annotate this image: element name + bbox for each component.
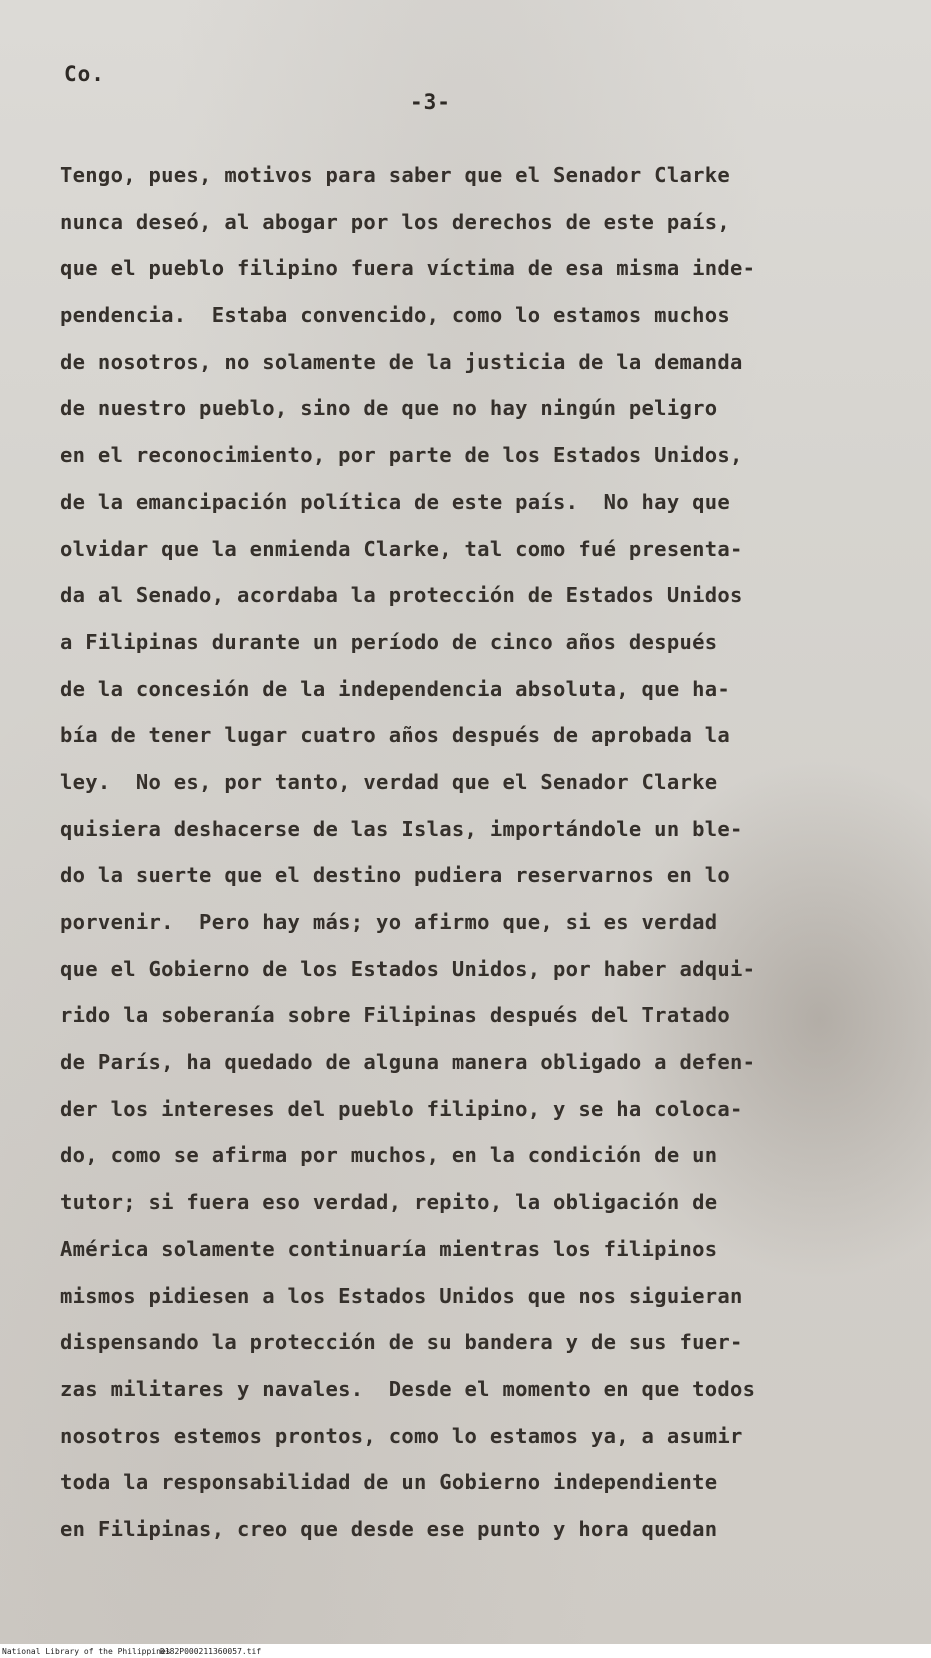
text-line: que el pueblo filipino fuera víctima de esa misma inde- — [60, 256, 756, 281]
text-line: olvidar que la enmienda Clarke, tal como fué presenta- — [60, 536, 743, 561]
text-line: quisiera deshacerse de las Islas, importándole un ble- — [60, 816, 743, 841]
text-line: do la suerte que el destino pudiera reservarnos en lo — [60, 863, 731, 888]
text-line: rido la soberanía sobre Filipinas después del Tratado — [60, 1003, 731, 1028]
text-line: a Filipinas durante un período de cinco años después — [60, 629, 718, 654]
page-marker: Co. — [64, 62, 105, 86]
text-line: mismos pidiesen a los Estados Unidos que nos siguieran — [60, 1283, 743, 1308]
text-line: de la emancipación política de este país. No hay que — [60, 489, 731, 514]
text-line: der los intereses del pueblo filipino, y se ha coloca- — [60, 1096, 743, 1121]
text-line: de nuestro pueblo, sino de que no hay ningún peligro — [60, 396, 718, 421]
text-line: que el Gobierno de los Estados Unidos, por haber adqui- — [60, 956, 756, 981]
text-line: Tengo, pues, motivos para saber que el Senador Clarke — [60, 163, 731, 187]
text-line: de la concesión de la independencia absoluta, que ha- — [60, 676, 731, 701]
footer-library-name: National Library of the Philippines — [2, 1647, 171, 1656]
text-line: en el reconocimiento, por parte de los Estados Unidos, — [60, 443, 743, 468]
text-line: ley. No es, por tanto, verdad que el Senador Clarke — [60, 769, 718, 794]
text-line: en Filipinas, creo que desde ese punto y hora quedan — [60, 1516, 718, 1541]
scan-footer — [0, 1645, 931, 1658]
text-line: da al Senado, acordaba la protección de Estados Unidos — [60, 583, 743, 608]
text-line: nunca deseó, al abogar por los derechos de este país, — [60, 209, 731, 234]
text-line: porvenir. Pero hay más; yo afirmo que, si es verdad — [60, 910, 718, 934]
body-text — [60, 152, 880, 1553]
text-line: pendencia. Estaba convencido, como lo estamos muchos — [60, 303, 731, 328]
footer-file-id: D182P000211360057.tif — [160, 1647, 262, 1656]
text-line: do, como se afirma por muchos, en la condición de un — [60, 1143, 718, 1168]
text-line: zas militares y navales. Desde el momento en que todos — [60, 1376, 756, 1401]
text-line: tutor; si fuera eso verdad, repito, la obligación de — [60, 1190, 718, 1215]
text-line: de nosotros, no solamente de la justicia de la demanda — [60, 349, 743, 374]
text-line: nosotros estemos prontos, como lo estamos ya, a asumir — [60, 1423, 743, 1448]
page-number: -3- — [410, 90, 451, 114]
text-line: dispensando la protección de su bandera y de sus fuer- — [60, 1330, 743, 1355]
text-line: América solamente continuaría mientras los filipinos — [60, 1236, 718, 1261]
text-line: toda la responsabilidad de un Gobierno independiente — [60, 1470, 718, 1495]
text-line: de París, ha quedado de alguna manera obligado a defen- — [60, 1050, 756, 1075]
text-line: bía de tener lugar cuatro años después de aprobada la — [60, 723, 731, 748]
